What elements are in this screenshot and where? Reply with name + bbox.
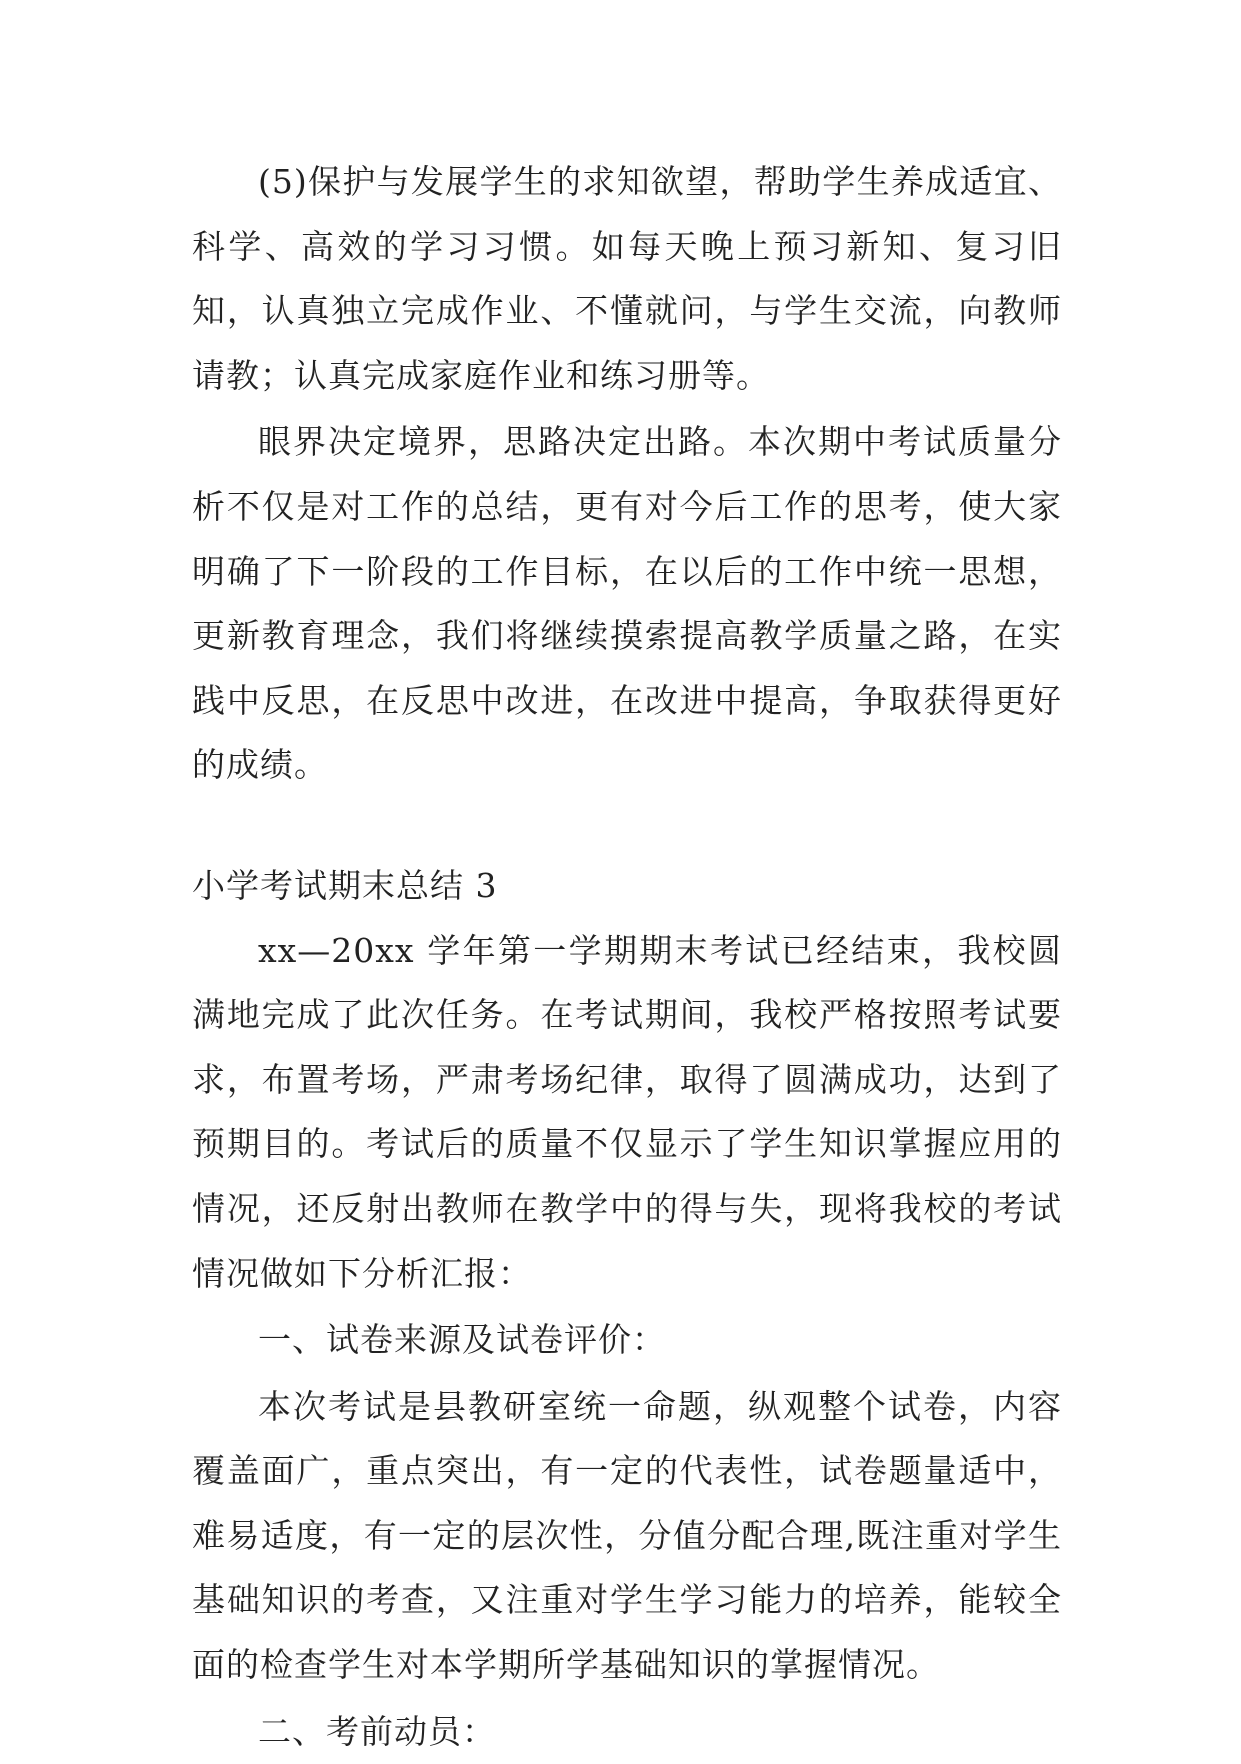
text-line: 置考场，严肃考场纪律，取得了圆满成功，达到了预期目的。: [192, 1059, 1062, 1164]
paragraph-paper-evaluation: [192, 1375, 1062, 1698]
text-line: 科学、高效的学习习惯。如每天晚上预习新知、复习旧知，: [192, 226, 1062, 331]
text-line: 了下一阶段的工作目标，在以后的工作中统一思想，更新教: [192, 551, 1063, 656]
text-line: 认真完成家庭作业和练习册等。: [294, 355, 770, 395]
text-line: (5)保护与发展学生的求知欲望，帮助学生养成适宜、: [258, 162, 1062, 201]
text-line: 出教师在教学中的得与失，现将我校的考试情况做如下分析: [192, 1188, 1062, 1293]
text-line: 知识的考查，又注重对学生学习能力的培养，能较全面的检: [192, 1580, 1063, 1685]
paragraph-study-habits: [192, 150, 1062, 408]
text-line: 不仅是对工作的总结，更有对今后工作的思考，使大家明确: [192, 486, 1063, 591]
text-line: 眼界决定境界，思路决定出路。本次期中考试质量分析: [192, 422, 1062, 526]
text-line: 认真独立完成作业、不懂就问，与学生交流，向教师请教；: [192, 291, 1063, 395]
text-line: 本次考试是县教研室统一命题，纵观整个试卷，内容覆: [192, 1386, 1062, 1491]
text-line: 二、考前动员：: [258, 1711, 496, 1751]
text-line: 盖面广，重点突出，有一定的代表性，试卷题量适中，难易: [192, 1451, 1063, 1555]
paragraph-conclusion: [192, 410, 1062, 798]
subheading-pre-exam-mobilization: [192, 1700, 1062, 1764]
text-line: 育理念，我们将继续摸索提高教学质量之路，在实践中反思，: [192, 616, 1062, 720]
text-line: 考试后的质量不仅显示了学生知识掌握应用的情况，还反射: [192, 1124, 1063, 1228]
document-page: [192, 150, 1062, 1764]
text-line: 完成了此次任务。在考试期间，我校严格按照考试要求，布: [192, 995, 1063, 1099]
text-line: xx—20xx 学年第一学期期末考试已经结束，我校圆满地: [192, 930, 1062, 1035]
text-line: 一、试卷来源及试卷评价：: [258, 1320, 666, 1360]
text-line: 适度，有一定的层次性，分值分配合理,既注重对学生基础: [192, 1515, 1062, 1620]
section-title: 小学考试期末总结 3: [192, 865, 498, 905]
text-line: 汇报：: [430, 1253, 532, 1293]
text-line: 在反思中改进，在改进中提高，争取获得更好的成绩。: [192, 680, 1063, 785]
subheading-paper-source: [192, 1308, 1062, 1373]
paragraph-exam-overview: [192, 919, 1062, 1307]
text-line: 查学生对本学期所学基础知识的掌握情况。: [294, 1645, 940, 1685]
